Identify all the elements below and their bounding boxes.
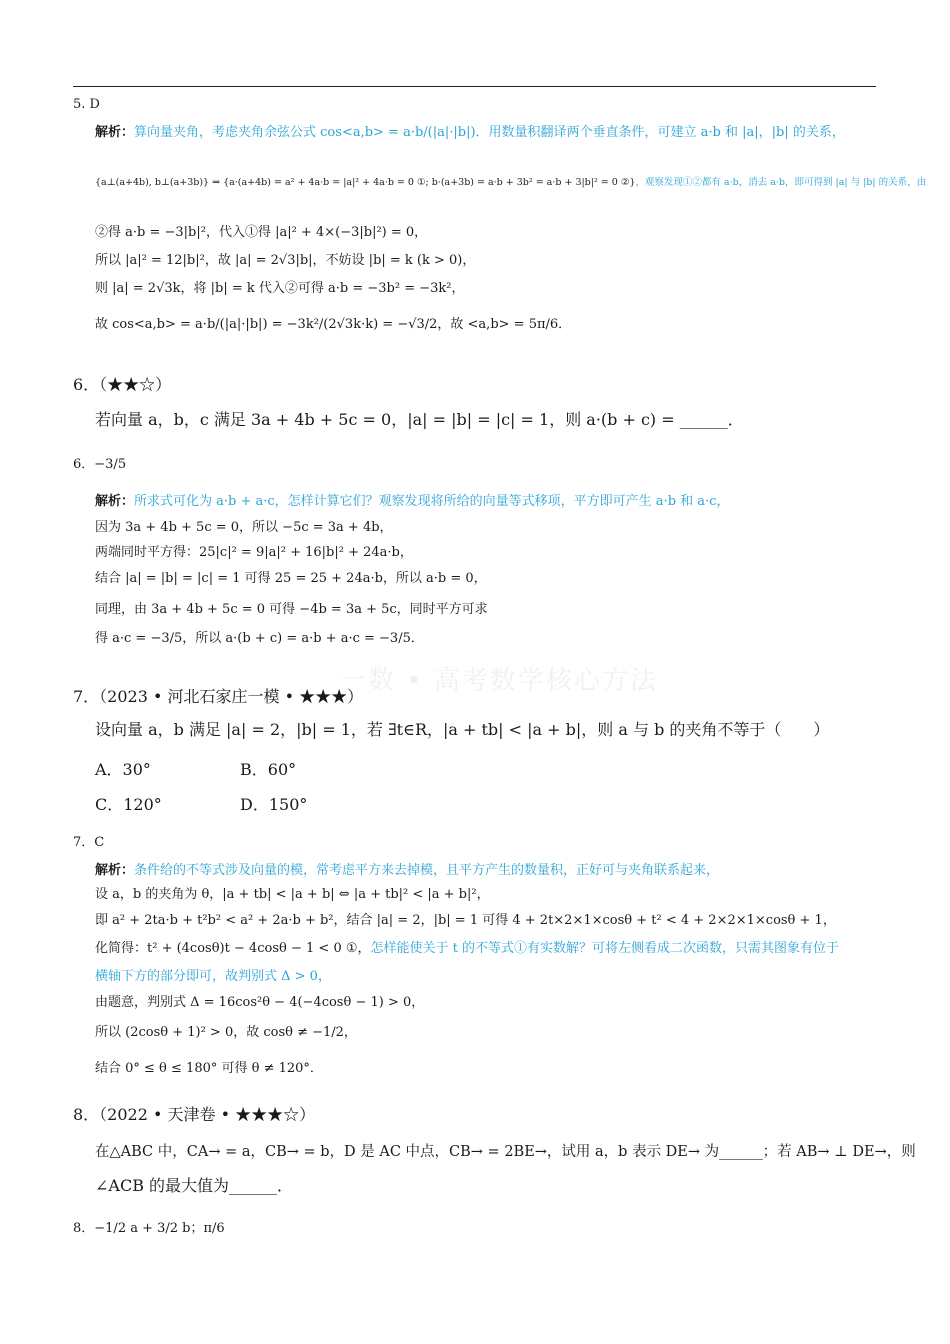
q5-solution-line-5: 则 |a| = 2√3k，将 |b| = k 代入②可得 a·b = −3b² = −3k²， xyxy=(95,281,465,296)
q5-solution-line-4: 所以 |a|² = 12|b|²，故 |a| = 2√3|b|，不妨设 |b| = k (k > 0)， xyxy=(95,253,476,268)
q6-solution-line-3: 两端同时平方得：25|c|² = 9|a|² + 16|b|² + 24a·b， xyxy=(95,545,413,560)
q7-solution-line-2: 设 a，b 的夹角为 θ，|a + tb| < |a + b| ⇔ |a + tb|² < |a + b|²， xyxy=(95,887,490,902)
q7-option-d: D．150° xyxy=(240,795,308,814)
q6-solution-line-2: 因为 3a + 4b + 5c = 0，所以 −5c = 3a + 4b， xyxy=(95,520,393,535)
q7-hint-2: 怎样能使关于 t 的不等式①有实数解？可将左侧看成二次函数，只需其图象有位于 xyxy=(370,941,840,956)
q5-solution-line-6: 故 cos<a,b> = a·b/(|a|·|b|) = −3k²/(2√3k·k) = −√3/2，故 <a,b> = 5π/6． xyxy=(95,317,572,332)
q7-header: 7．（2023 • 河北石家庄一模 • ★★★） xyxy=(73,687,364,706)
q7-jiexi-label: 解析： xyxy=(95,863,135,878)
q5-solution-line-1 xyxy=(95,126,845,139)
q7-solution-line-4 xyxy=(95,942,839,955)
q6-header: 6．（★★☆） xyxy=(73,375,172,394)
q6-question: 若向量 a，b，c 满足 3a + 4b + 5c = 0，|a| = |b| = |c| = 1，则 a·(b + c) = ______． xyxy=(95,410,744,429)
q5-hint: 算向量夹角，考虑夹角余弦公式 cos<a,b> = a·b/(|a|·|b|)．用数量积翻译两个垂直条件，可建立 a·b 和 |a|，|b| 的关系， xyxy=(134,125,845,140)
q6-jiexi-label: 解析： xyxy=(95,494,135,509)
q6-solution-line-6: 得 a·c = −3/5，所以 a·(b + c) = a·b + a·c = −3/5． xyxy=(95,631,424,646)
q5-hint-2: ，观察发现①②都有 a·b，消去 a·b，即可得到 |a| 与 |b| 的关系，由 xyxy=(635,177,927,188)
q7-hint: 条件给的不等式涉及向量的模，常考虑平方来去掉模，且平方产生的数量积，正好可与夹角联系起来， xyxy=(134,863,720,878)
q8-question-line-2: ∠ACB 的最大值为______． xyxy=(95,1176,294,1195)
q5-jiexi-label: 解析： xyxy=(95,125,135,140)
q7-solution-line-8: 结合 0° ≤ θ ≤ 180° 可得 θ ≠ 120°． xyxy=(95,1061,323,1076)
watermark: 一数 • 高考数学核心方法 xyxy=(340,666,658,696)
q6-solution-line-1 xyxy=(95,495,729,508)
q6-solution-line-4: 结合 |a| = |b| = |c| = 1 可得 25 = 25 + 24a·b，所以 a·b = 0， xyxy=(95,571,487,586)
q7-solution-line-1 xyxy=(95,864,719,877)
q5-given-system: {a⊥(a+4b), b⊥(a+3b)} ⇒ {a·(a+4b) = a² + 4a·b = |a|² + 4a·b = 0 ①; b·(a+3b) = a·b + 3b² = a·b + 3|b|² = 0 ②} xyxy=(95,177,636,188)
q7-option-a: A．30° xyxy=(95,760,151,779)
q5-solution-line-2 xyxy=(95,178,926,188)
q7-question: 设向量 a，b 满足 |a| = 2，|b| = 1，若 ∃t∈R，|a + tb| < |a + b|，则 a 与 b 的夹角不等于（ ） xyxy=(95,720,830,739)
q7-solution-line-7: 所以 (2cosθ + 1)² > 0，故 cosθ ≠ −1/2， xyxy=(95,1025,357,1040)
q5-solution-line-3: ②得 a·b = −3|b|²，代入①得 |a|² + 4×(−3|b|²) = 0， xyxy=(95,225,428,240)
q5-answer: 5. D xyxy=(73,97,100,112)
q7-option-c: C．120° xyxy=(95,795,162,814)
q7-simplified: 化简得：t² + (4cosθ)t − 4cosθ − 1 < 0 ①， xyxy=(95,941,371,956)
q8-answer: 8．−1/2 a + 3/2 b；π/6 xyxy=(73,1221,225,1236)
q6-hint: 所求式可化为 a·b + a·c，怎样计算它们？观察发现将所给的向量等式移项，平方即可产生 a·b 和 a·c， xyxy=(134,494,730,509)
q7-option-b: B．60° xyxy=(240,760,297,779)
q6-answer: 6．−3/5 xyxy=(73,457,127,472)
q6-solution-line-5: 同理，由 3a + 4b + 5c = 0 可得 −4b = 3a + 5c，同时平方可求 xyxy=(95,602,488,617)
q7-solution-line-3: 即 a² + 2ta·b + t²b² < a² + 2a·b + b²，结合 |a| = 2，|b| = 1 可得 4 + 2t×2×1×cosθ + t² < 4 + 2×2×1×cosθ + 1， xyxy=(95,913,836,928)
q7-answer: 7．C xyxy=(73,835,105,850)
q7-solution-line-6: 由题意，判别式 Δ = 16cos²θ − 4(−4cosθ − 1) > 0， xyxy=(95,995,425,1010)
header-rule xyxy=(73,86,876,87)
q7-solution-line-5: 横轴下方的部分即可，故判别式 Δ > 0， xyxy=(95,969,331,984)
q8-question-line-1: 在△ABC 中，CA→ = a，CB→ = b，D 是 AC 中点，CB→ = 2BE→，试用 a，b 表示 DE→ 为______；若 AB→ ⊥ DE→，则 xyxy=(95,1144,916,1160)
q8-header: 8．（2022 • 天津卷 • ★★★☆） xyxy=(73,1105,316,1124)
